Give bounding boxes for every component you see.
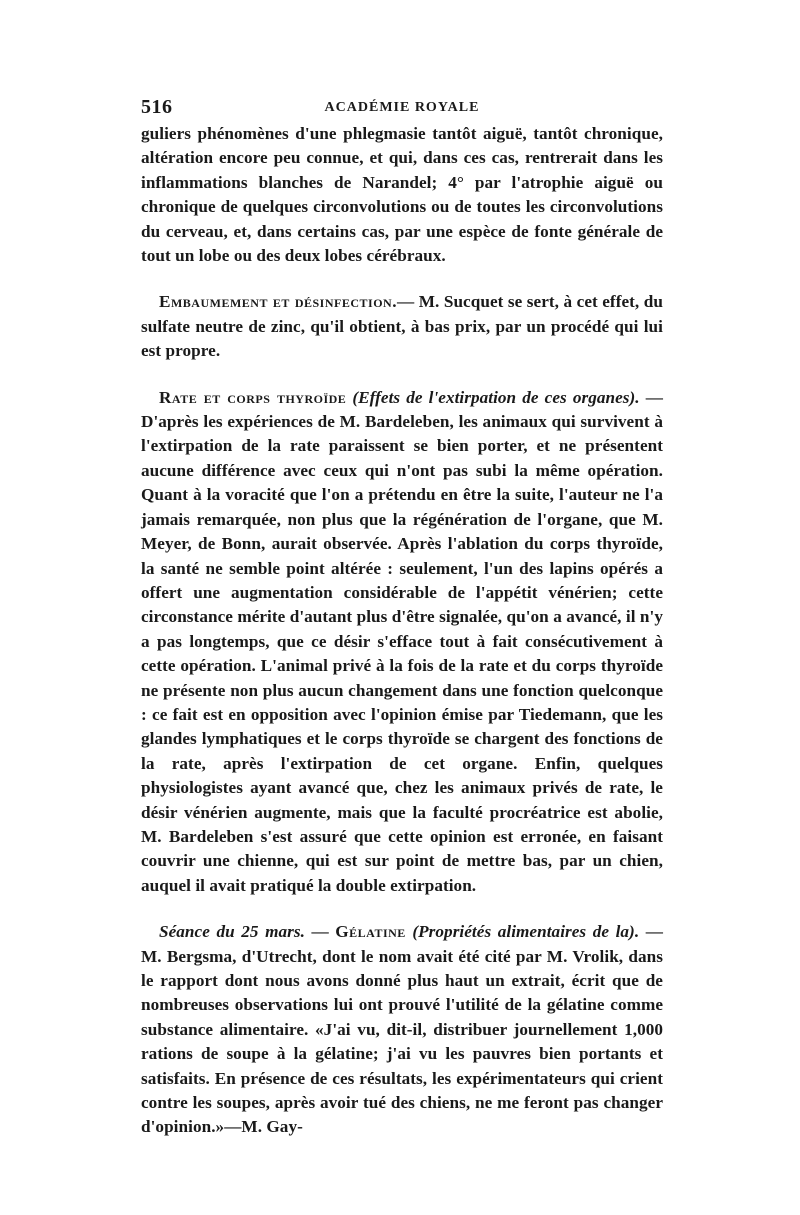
paragraph-text: — M. Sucquet se sert, à cet effet, du sulfate neutre de zinc, qu'il obtient, à bas prix, par un procédé qui lui est propre. bbox=[141, 292, 663, 361]
paragraph-gap bbox=[141, 364, 663, 386]
section-heading: Rate et corps thyroïde bbox=[159, 387, 347, 407]
section-heading: Embaumement et désinfection. bbox=[159, 292, 397, 312]
paragraph-text: — D'après les expériences de M. Bardeleben, les animaux qui survivent à l'extirpation de la rate paraissent se bien porter, et ne présentent aucune différence avec ceux qui n'ont pas subi la même opération. Quant à la voracité que l'on a prétendu en être la suite, l'auteur ne l'a jamais remarquée, non plus que la régénération de l'organe, que M. Meyer, de Bonn, aurait observée. Après l'ablation du corps thyroïde, la santé ne semble point altérée : seulement, l'un des lapins opérés a offert une augmentation considérable de l'appétit vénérien; cette circonstance mérite d'autant plus d'être signalée, qu'on a avancé, il n'y a pas longtemps, que ce désir s'efface tout à fait consécutivement à cette opération. L'animal privé à la fois de la rate et du corps thyroïde ne présente non plus aucun changement dans une fonction quelconque : ce fait est en opposition avec l'opinion émise par Tiedemann, que les glandes lymphatiques et le corps thyroïde se chargent des fonctions de la rate, après l'extirpation de cet organe. Enfin, quelques physiologistes ayant avancé que, chez les animaux privés de rate, le désir vénérien augmente, mais que la faculté procréatrice est abolie, M. Bardeleben s'est assuré que cette opinion est erronée, en faisant couvrir une chienne, qui est sur point de mettre bas, par un chien, auquel il avait pratiqué la double extirpation. bbox=[141, 387, 663, 895]
paragraph-text: guliers phénomènes d'une phlegmasie tantôt aiguë, tantôt chronique, altération encore peu connue, et qui, dans ces cas, rentrerait dans les inflammations blanches de Narandel; 4° par l'atrophie aiguë ou chronique de quelques circonvolutions ou de toutes les circonvolutions du cerveau, et, dans certains cas, par une espèce de fonte générale de tout un lobe ou des deux lobes cérébraux. bbox=[141, 124, 663, 266]
session-date: Séance du 25 mars. bbox=[159, 922, 305, 942]
running-head bbox=[141, 96, 663, 120]
paragraph-embaumement bbox=[141, 290, 663, 363]
paragraph-text: — M. Bergsma, d'Utrecht, dont le nom avait été cité par M. Vrolik, dans le rapport dont nous avons donné plus haut un extrait, écrit que de nombreuses observations lui ont prouvé l'utilité de la gélatine comme substance alimentaire. «J'ai vu, dit-il, distribuer journellement 1,000 rations de soupe à la gélatine; j'ai vu les pauvres bien portants et satisfaits. En présence de ces résultats, les expérimentateurs qui crient contre les soupes, après avoir tué des chiens, ne me feront pas changer d'opinion.»—M. Gay- bbox=[141, 922, 663, 1137]
section-heading: Gélatine bbox=[335, 922, 406, 942]
paragraph-gap bbox=[141, 898, 663, 920]
page-number: 516 bbox=[141, 96, 173, 118]
running-title: ACADÉMIE ROYALE bbox=[324, 100, 480, 115]
dash: — bbox=[304, 922, 336, 942]
paragraph-gelatine bbox=[141, 920, 663, 1140]
paragraph-rate bbox=[141, 386, 663, 899]
book-page bbox=[141, 96, 663, 1140]
paragraph-gap bbox=[141, 268, 663, 290]
section-subtitle: (Effets de l'extirpation de ces organes). bbox=[352, 387, 640, 407]
section-subtitle: (Propriétés alimentaires de la). bbox=[412, 922, 640, 942]
paragraph-continuation bbox=[141, 122, 663, 268]
